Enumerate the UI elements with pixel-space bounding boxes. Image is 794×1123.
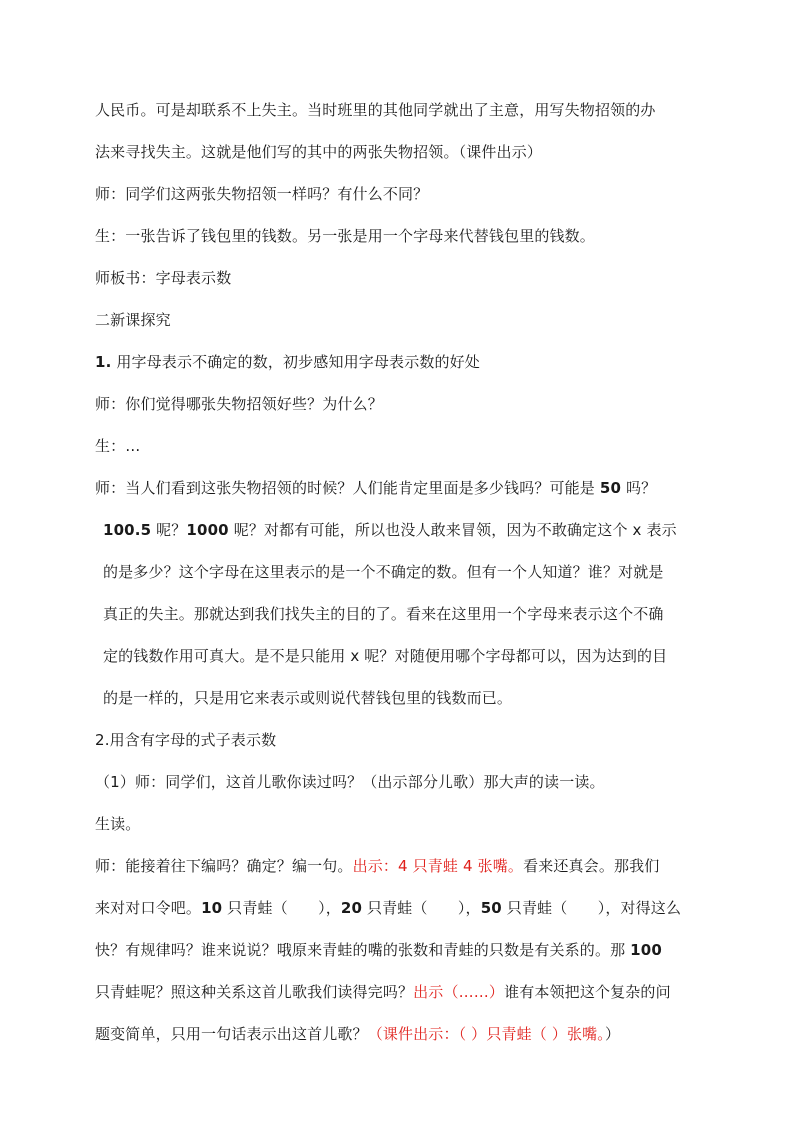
teacher-line-cont [103,519,677,541]
teacher-line [95,855,659,877]
teacher-line-cont: 真正的失主。那就达到我们找失主的目的了。看来在这里用一个字母来表示这个不确 [103,605,664,623]
number-run: 50 [599,479,622,497]
student-line: 生：… [95,437,141,455]
paragraph-line: 人民币。可是却联系不上失主。当时班里的其他同学就出了主意，用写失物招领的办 [95,101,656,119]
paragraph-line: 法来寻找失主。这就是他们写的其中的两张失物招领。（课件出示） [95,143,543,161]
board-note-line: 师板书：字母表示数 [95,269,232,287]
number-run: 100 [630,941,662,959]
text-run: 只青蛙（ ）， [222,899,341,917]
student-line: 生：一张告诉了钱包里的钱数。另一张是用一个字母来代替钱包里的钱数。 [95,227,595,245]
highlight-run: 出示：4 只青蛙 4 张嘴。 [352,857,524,875]
text-run: ） [604,1025,621,1043]
text-run: 快？有规律吗？谁来说说？哦原来青蛙的嘴的张数和青蛙的只数是有关系的。那 [95,941,631,959]
text-run: 来对对口令吧。 [95,899,202,917]
subsection-number: 1. [95,353,112,371]
subsection-heading [95,351,480,373]
text-run: 看来还真会。那我们 [523,857,660,875]
teacher-line-cont [95,981,671,1003]
student-line: 生读。 [95,815,141,833]
highlight-run: （课件出示：（ ）只青蛙（ ）张嘴。 [367,1025,605,1043]
text-run: 吗？ [621,479,657,497]
number-run: 20 [340,899,363,917]
text-run: 呢？ [151,521,187,539]
teacher-line-cont [95,1023,620,1045]
document-page [95,0,707,1123]
subsection-heading: 2.用含有字母的式子表示数 [95,731,277,749]
teacher-line-cont: 定的钱数作用可真大。是不是只能用 x 呢？对随便用哪个字母都可以，因为达到的目 [103,647,668,665]
text-run: 只青蛙呢？照这种关系这首儿歌我们读得完吗？ [95,983,414,1001]
subsection-title: 用字母表示不确定的数，初步感知用字母表示数的好处 [111,353,480,371]
teacher-line-cont [95,939,662,961]
number-run: 50 [480,899,502,917]
highlight-run: 出示（……） [413,983,505,1001]
text-run: 只青蛙（ ）， [362,899,481,917]
teacher-line: 师：同学们这两张失物招领一样吗？有什么不同？ [95,185,429,203]
text-run: 题变简单，只用一句话表示出这首儿歌？ [95,1025,368,1043]
teacher-line-cont: 的是多少？这个字母在这里表示的是一个不确定的数。但有一个人知道？谁？对就是 [103,563,664,581]
paragraph-line: （1）师：同学们，这首儿歌你读过吗？（出示部分儿歌）那大声的读一读。 [95,773,605,791]
number-run: 100.5 [103,521,152,539]
text-run: 呢？对都有可能，所以也没人敢来冒领，因为不敢确定这个 x 表示 [228,521,677,539]
text-run: 师：能接着往下编吗？确定？编一句。 [95,857,353,875]
text-run: 只青蛙（ ），对得这么 [501,899,682,917]
teacher-line-cont [95,897,681,919]
number-run: 1000 [186,521,229,539]
number-run: 10 [201,899,223,917]
text-run: 谁有本领把这个复杂的问 [504,983,671,1001]
section-heading: 二新课探究 [95,311,171,329]
text-run: 师：当人们看到这张失物招领的时候？人们能肯定里面是多少钱吗？可能是 [95,479,600,497]
teacher-line-cont: 的是一样的，只是用它来表示或则说代替钱包里的钱数而已。 [103,689,513,707]
teacher-line [95,477,656,499]
teacher-line: 师：你们觉得哪张失物招领好些？为什么？ [95,395,383,413]
